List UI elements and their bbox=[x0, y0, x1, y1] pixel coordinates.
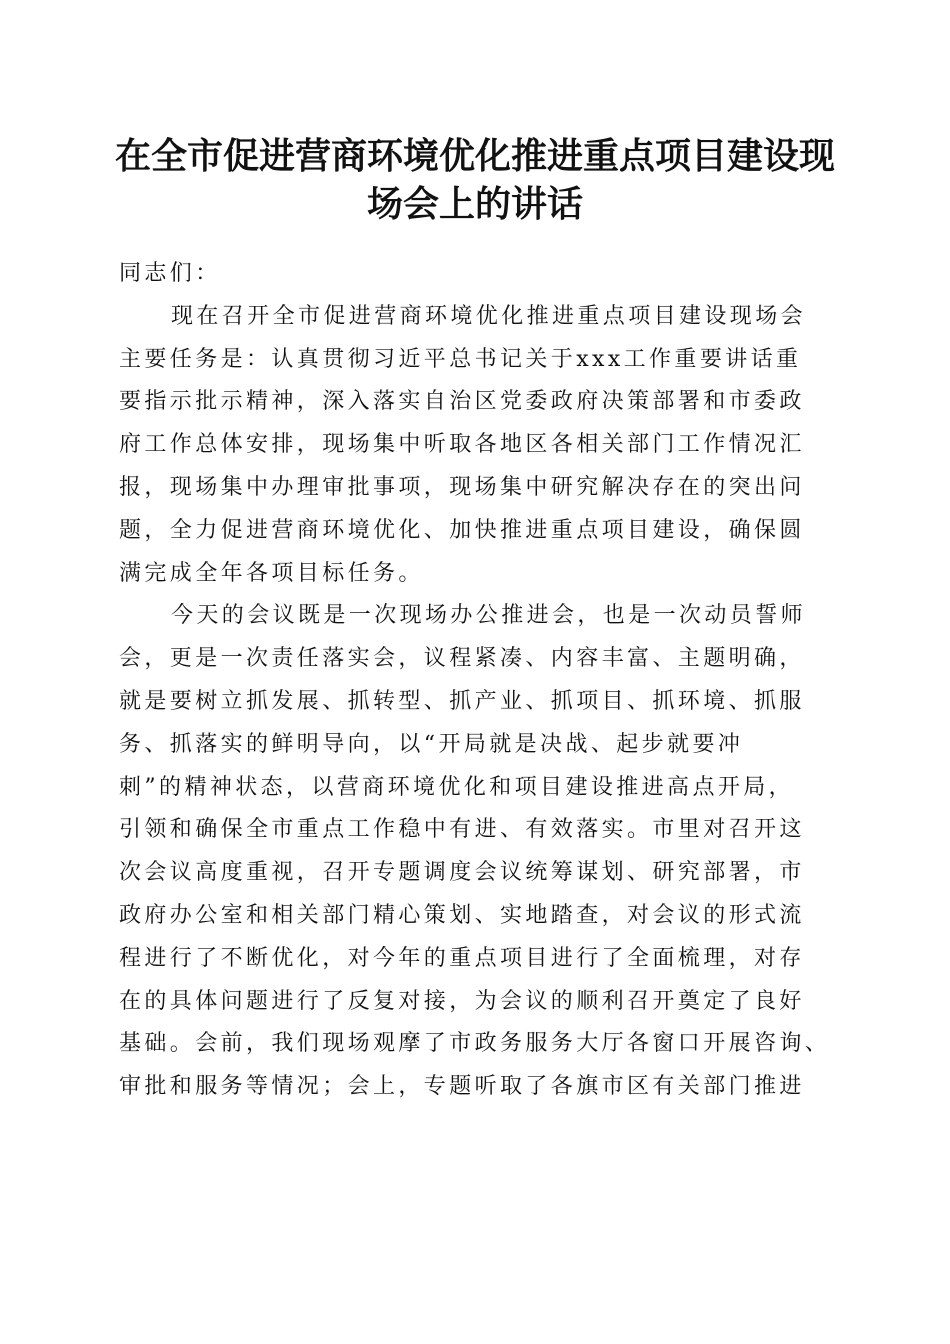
salutation: 同志们： bbox=[119, 261, 221, 286]
text-line: 会，更是一次责任落实会，议程紧凑、内容丰富、主题明确， bbox=[119, 646, 805, 672]
text-line: 题，全力促进营商环境优化、加快推进重点项目建设，确保圆 bbox=[119, 517, 805, 543]
text-line: 现在召开全市促进营商环境优化推进重点项目建设现场会 bbox=[171, 303, 807, 329]
text-line: 府工作总体安排，现场集中听取各地区各相关部门工作情况汇 bbox=[119, 432, 805, 458]
text-line: 在的具体问题进行了反复对接，为会议的顺利召开奠定了良好 bbox=[119, 988, 805, 1014]
title-line: 在全市促进营商环境优化推进重点项目建设现 bbox=[114, 135, 835, 177]
text-line: 今天的会议既是一次现场办公推进会，也是一次动员誓师 bbox=[171, 603, 807, 629]
text-line: 报，现场集中办理审批事项，现场集中研究解决存在的突出问 bbox=[119, 474, 805, 500]
paragraph-2 bbox=[119, 595, 839, 1109]
text-line: 次会议高度重视，召开专题调度会议统筹谋划、研究部署，市 bbox=[119, 860, 805, 886]
text-line: 政府办公室和相关部门精心策划、实地踏查，对会议的形式流 bbox=[119, 902, 805, 928]
title-line: 场会上的讲话 bbox=[366, 183, 583, 225]
paragraph-1 bbox=[119, 296, 839, 596]
text-line: 就是要树立抓发展、抓转型、抓产业、抓项目、抓环境、抓服 bbox=[119, 688, 805, 714]
text-line: 要指示批示精神，深入落实自治区党委政府决策部署和市委政 bbox=[119, 389, 805, 415]
text-line: 程进行了不断优化，对今年的重点项目进行了全面梳理，对存 bbox=[119, 945, 805, 971]
document-body bbox=[119, 253, 839, 1109]
text-line: 主要任务是：认真贯彻习近平总书记关于xxx工作重要讲话重 bbox=[119, 346, 802, 372]
text-line: 务、抓落实的鲜明导向，以“开局就是决战、起步就要冲 bbox=[119, 731, 744, 757]
text-line: 基础。会前，我们现场观摩了市政务服务大厅各窗口开展咨询、 bbox=[119, 1031, 831, 1057]
document-title bbox=[105, 132, 845, 228]
text-line: 引领和确保全市重点工作稳中有进、有效落实。市里对召开这 bbox=[119, 817, 805, 843]
text-line: 审批和服务等情况；会上，专题听取了各旗市区有关部门推进 bbox=[119, 1074, 805, 1100]
text-line: 满完成全年各项目标任务。 bbox=[119, 560, 424, 586]
text-line: 刺”的精神状态，以营商环境优化和项目建设推进高点开局， bbox=[119, 774, 795, 800]
